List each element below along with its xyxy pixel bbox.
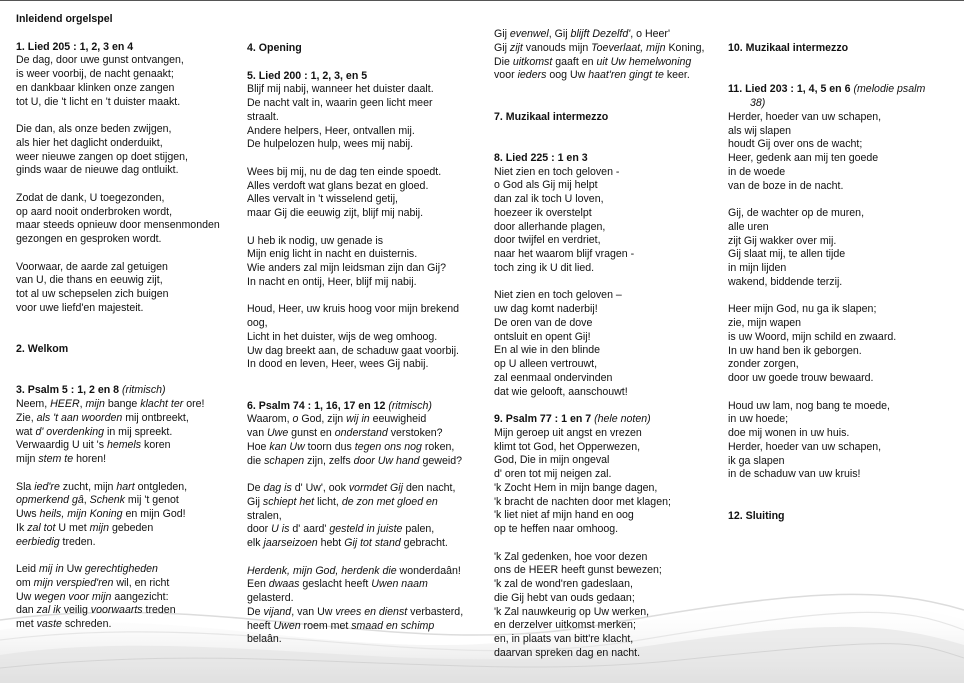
text-line: ginds waar de nieuwe dag ontluikt.: [16, 164, 179, 177]
text-line: zie, mijn wapen: [728, 317, 802, 329]
text-line: ik ga slapen: [728, 454, 785, 467]
text-line: doe mij wonen in uw huis.: [728, 427, 850, 439]
text-line: Andere helpers, Heer, ontvallen mij.: [247, 124, 415, 137]
text-line: tot U, die 't licht en 't duister maakt.: [16, 95, 181, 108]
column-3: [494, 28, 704, 661]
stanza-break: [16, 178, 220, 192]
text-line: als wij slapen: [728, 124, 792, 137]
stanza-break: [494, 537, 704, 551]
text-line: Mijn enig licht in nacht en duisternis.: [247, 248, 418, 261]
text-line: door twijfel en verdriet,: [494, 234, 601, 247]
text-line: als hier het daglicht onderduikt,: [16, 136, 163, 149]
text-line: gezongen en gesproken wordt.: [16, 233, 162, 245]
song-text: [16, 54, 220, 315]
section-9-heading: 9. Psalm 77 : 1 en 7 (hele noten): [494, 413, 651, 425]
section-6-heading: 6. Psalm 74 : 1, 16, 17 en 12 (ritmisch): [247, 399, 432, 412]
text-line: 'k liet niet af mijn hand en oog: [494, 509, 634, 522]
text-line: Gij slaat mij, te allen tijde: [728, 248, 846, 261]
text-line: voor uwe liefd'en majesteit.: [16, 301, 144, 314]
text-line: 'k Zocht Hem in mijn bange dagen,: [494, 481, 658, 494]
text-line: De nacht valt in, waarin geen licht meer: [247, 97, 433, 109]
column-1: [16, 13, 220, 632]
text-line: Uw dag breekt aan, de schaduw gaat voorbij.: [247, 344, 460, 357]
psalm-text: Waarom, o God, zijn wij in eeuwigheid van Uwe gunst en onderstand verstoken? Hoe kan Uw toorn dus tegen ons nog roken, die schapen zijn, zelfs door Uw hand geweid? De dag is d' Uw', ook vormdet Gij den nacht, Gij schiept het licht, de zon met gloed en stralen, door U is d' aard' gesteld in juiste palen, elk jaarseizoen hebt Gij tot stand gebracht. Herdenk, mijn God, herdenk die wonderdaân! Een dwaas geslacht heeft Uwen naam gelasterd. De vijand, van Uw vrees en dienst verbasterd, heeft Uwen roem met smaad en schimp belaân.: [247, 413, 464, 646]
text-line: van de boze in de nacht.: [728, 179, 844, 192]
stanza-break: [247, 290, 463, 304]
stanza-break: [728, 386, 925, 400]
section-4-heading: 4. Opening: [247, 42, 302, 54]
section-7-heading: 7. Muzikaal intermezzo: [494, 110, 609, 123]
text-line: naar het waarom blijf vragen -: [494, 248, 635, 260]
text-line: oog,: [247, 317, 268, 329]
psalm-74-continued: Gij evenwel, Gij blijft Dezelfd', o Heer' Gij zijt vanouds mijn Toeverlaat, mijn Koning, Die uitkomst gaaft en uit Uw hemelwoning voor ieders oog Uw haat'ren gingt te keer.: [494, 28, 705, 82]
text-line: in de schaduw van uw kruis!: [728, 468, 861, 481]
text-line: Mijn geroep uit angst en vrezen: [494, 426, 642, 439]
text-line: De oren van de dove: [494, 316, 593, 329]
text-line: ons de HEER heeft gunst bewezen;: [494, 564, 662, 577]
text-line: in uw hoede;: [728, 413, 789, 426]
song-text: [494, 166, 704, 400]
text-line: zal eenmaal ondervinden: [494, 371, 613, 384]
text-line: op aard nooit onderbroken wordt,: [16, 205, 173, 218]
text-line: in mijn lijden: [728, 262, 787, 274]
text-line: En al wie in den blinde: [494, 344, 601, 357]
column-2: [247, 42, 463, 647]
text-line: Licht in het duister, wijs de weg omhoog.: [247, 330, 438, 343]
text-line: ontsluit en opent Gij!: [494, 330, 591, 343]
text-line: zonder zorgen,: [728, 358, 799, 371]
text-line: d' oren tot mij neigen zal.: [494, 468, 612, 480]
text-line: In dood en leven, Heer, wees Gij nabij.: [247, 358, 429, 371]
column-4: [728, 42, 925, 523]
text-line: Alles vervalt in 't wisselend getij,: [247, 193, 398, 206]
stanza-break: [494, 276, 704, 290]
text-line: door allerhande plagen,: [494, 220, 606, 233]
text-line: Niet zien en toch geloven -: [494, 165, 620, 178]
text-line: Wie anders zal mijn leidsman zijn dan Gij?: [247, 262, 447, 274]
stanza-break: [247, 152, 463, 166]
section-10-heading: 10. Muzikaal intermezzo: [728, 42, 849, 54]
text-line: Herder, hoeder van uw schapen,: [728, 440, 882, 453]
text-line: 'k bracht de nachten door met klagen;: [494, 495, 671, 508]
section-1-heading: 1. Lied 205 : 1, 2, 3 en 4: [16, 40, 134, 53]
text-line: straalt.: [247, 110, 279, 123]
text-line: weer nieuwe zangen op doet stijgen,: [16, 150, 188, 163]
text-line: Blijf mij nabij, wanneer het duister daalt.: [247, 83, 434, 96]
text-line: is weer voorbij, de nacht genaakt;: [16, 68, 174, 80]
text-line: In nacht en ontij, Heer, blijf mij nabij.: [247, 275, 417, 288]
text-line: van U, die thans en eeuwig zijt,: [16, 274, 163, 287]
text-line: in de woede: [728, 165, 786, 178]
intro-heading: Inleidend orgelspel: [16, 13, 113, 25]
text-line: alle uren: [728, 220, 769, 233]
text-line: en derzelver uitkomst merken;: [494, 619, 636, 632]
text-line: God, Die in mijn ongeval: [494, 454, 610, 467]
section-3-heading: 3. Psalm 5 : 1, 2 en 8 (ritmisch): [16, 384, 166, 397]
song-text: [247, 83, 463, 372]
text-line: Heer, gedenk aan mij ten goede: [728, 152, 879, 164]
text-line: Wees bij mij, nu de dag ten einde spoedt.: [247, 165, 442, 178]
text-line: op U alleen vertrouwt,: [494, 358, 598, 370]
text-line: op te heffen naar omhoog.: [494, 523, 619, 535]
text-line: toch zing ik U dit lied.: [494, 261, 595, 274]
text-line: die Gij hebt van ouds gedaan;: [494, 591, 635, 604]
text-line: uw dag komt naderbij!: [494, 303, 598, 315]
stanza-break: [16, 247, 220, 261]
text-line: Die dan, als onze beden zwijgen,: [16, 123, 172, 135]
text-line: 'k Zal gedenken, hoe voor dezen: [494, 550, 648, 563]
text-line: o God als Gij mij helpt: [494, 179, 598, 192]
stanza-break: [16, 109, 220, 123]
stanza-break: [728, 290, 925, 304]
text-line: Voorwaar, de aarde zal getuigen: [16, 260, 168, 273]
text-line: Zodat de dank, U toegezonden,: [16, 191, 165, 204]
psalm-text: [494, 427, 704, 661]
text-line: dan zal ik toch U loven,: [494, 193, 604, 205]
text-line: daarvan spreken dag en nacht.: [494, 646, 641, 659]
text-line: Niet zien en toch geloven –: [494, 289, 622, 302]
text-line: In uw hand ben ik geborgen.: [728, 344, 862, 357]
text-line: door uw goede trouw bewaard.: [728, 372, 874, 384]
text-line: Herder, hoeder van uw schapen,: [728, 110, 882, 123]
text-line: zijt Gij wakker over mij.: [728, 234, 837, 247]
text-line: maar Gij die eeuwig zijt, blijf mij nabij.: [247, 207, 424, 219]
text-line: 'k Zal nauwkeurig op Uw werken,: [494, 605, 650, 618]
text-line: maar steeds opnieuw door mensenmonden: [16, 219, 220, 232]
psalm-text: Neem, HEER, mijn bange klacht ter ore! Zie, als 't aan woorden mij ontbreekt, wat d' overdenking in mij spreekt. Verwaardig U uit 's hemels koren mijn stem te horen! Sla ied're zucht, mijn hart ontgleden, opmerkend gâ, Schenk mij 't genot Uws heils, mijn Koning en mijn God! Ik zal tot U met mijn gebeden eerbiedig treden. Leid mij in Uw gerechtigheden om mijn verspied'ren wil, en richt Uw wegen voor mijn aangezicht: dan zal ik veilig voorwaarts treden met vaste schreden.: [16, 398, 205, 630]
section-8-heading: 8. Lied 225 : 1 en 3: [494, 151, 588, 164]
text-line: Gij, de wachter op de muren,: [728, 207, 865, 219]
text-line: en dankbaar klinken onze zangen: [16, 81, 175, 94]
text-line: Houd, Heer, uw kruis hoog voor mijn brekend: [247, 303, 459, 316]
text-line: hoezeer ik overstelpt: [494, 206, 592, 219]
section-2-heading: 2. Welkom: [16, 343, 69, 355]
text-line: wakend, biddende terzij.: [728, 275, 843, 288]
text-line: De hulpelozen hulp, wees mij nabij.: [247, 138, 414, 151]
section-11-heading: 11. Lied 203 : 1, 4, 5 en 6 (melodie psalm: [728, 83, 926, 96]
top-rule: [0, 0, 964, 1]
text-line: is uw Woord, mijn schild en zwaard.: [728, 330, 897, 343]
text-line: en, in plaats van bitt're klacht,: [494, 633, 634, 645]
text-line: 'k zal de wond'ren gadeslaan,: [494, 578, 633, 590]
text-line: Houd uw lam, nog bang te moede,: [728, 399, 890, 412]
stanza-break: [247, 221, 463, 235]
section-11-note-cont: 38): [750, 97, 766, 109]
text-line: klimt tot God, het Opperwezen,: [494, 440, 641, 453]
text-line: Alles verdoft wat glans bezat en gloed.: [247, 179, 429, 192]
text-line: U heb ik nodig, uw genade is: [247, 234, 384, 247]
section-5-heading: 5. Lied 200 : 1, 2, 3, en 5: [247, 69, 368, 82]
text-line: De dag, door uwe gunst ontvangen,: [16, 54, 184, 67]
text-line: Heer mijn God, nu ga ik slapen;: [728, 303, 877, 316]
stanza-break: [728, 193, 925, 207]
text-line: houdt Gij over ons de wacht;: [728, 138, 863, 151]
song-text: [728, 111, 925, 482]
text-line: dat wie gelooft, aanschouwt!: [494, 385, 628, 398]
text-line: tot al uw schepselen zich buigen: [16, 288, 169, 300]
section-12-heading: 12. Sluiting: [728, 509, 785, 522]
